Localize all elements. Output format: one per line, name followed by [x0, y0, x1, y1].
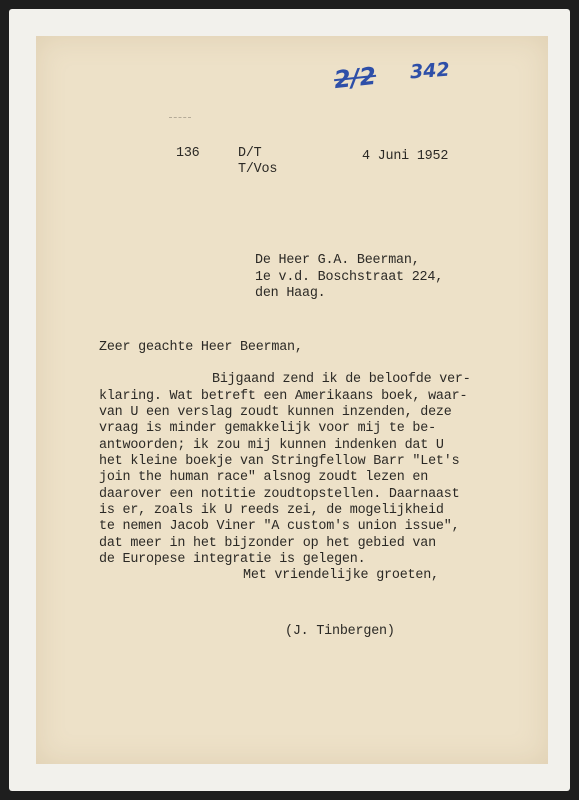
body-line: join the human race" alsnog zoudt lezen en — [99, 470, 429, 485]
body-line: te nemen Jacob Viner "A custom's union issue", — [99, 519, 460, 534]
body-line: vraag is minder gemakkelijk voor mij te be- — [99, 421, 436, 436]
salutation: Zeer geachte Heer Beerman, — [99, 340, 303, 355]
address-line-1: De Heer G.A. Beerman, — [255, 253, 420, 268]
body-line: van U een verslag zoudt kunnen inzenden, deze — [99, 405, 452, 420]
ref-code: D/T — [238, 146, 262, 161]
body-line: Bijgaand zend ik de beloofde ver- — [212, 372, 471, 387]
body-line: klaring. Wat betreft een Amerikaans boek, waar- — [99, 389, 468, 404]
address-line-3: den Haag. — [255, 286, 326, 301]
handwritten-number: 342 — [409, 58, 451, 84]
body-line: antwoorden; ik zou mij kunnen indenken dat U — [99, 438, 444, 453]
ref-number: 136 — [176, 146, 200, 161]
signature: (J. Tinbergen) — [285, 624, 395, 639]
body-line: dat meer in het bijzonder op het gebied van — [99, 536, 436, 551]
letter-date: 4 Juni 1952 — [362, 149, 449, 164]
address-line-2: 1e v.d. Boschstraat 224, — [255, 270, 444, 285]
handwritten-struck-number: 2/2 — [332, 61, 378, 95]
closing: Met vriendelijke groeten, — [243, 568, 439, 583]
ref-initials: T/Vos — [238, 162, 278, 177]
faint-dash-mark — [169, 117, 191, 118]
body-line: is er, zoals ik U reeds zei, de mogelijkheid — [99, 503, 444, 518]
body-line: het kleine boekje van Stringfellow Barr "Let's — [99, 454, 460, 469]
body-line: de Europese integratie is gelegen. — [99, 552, 366, 567]
body-line: daarover een notitie zoudtopstellen. Daarnaast — [99, 487, 460, 502]
